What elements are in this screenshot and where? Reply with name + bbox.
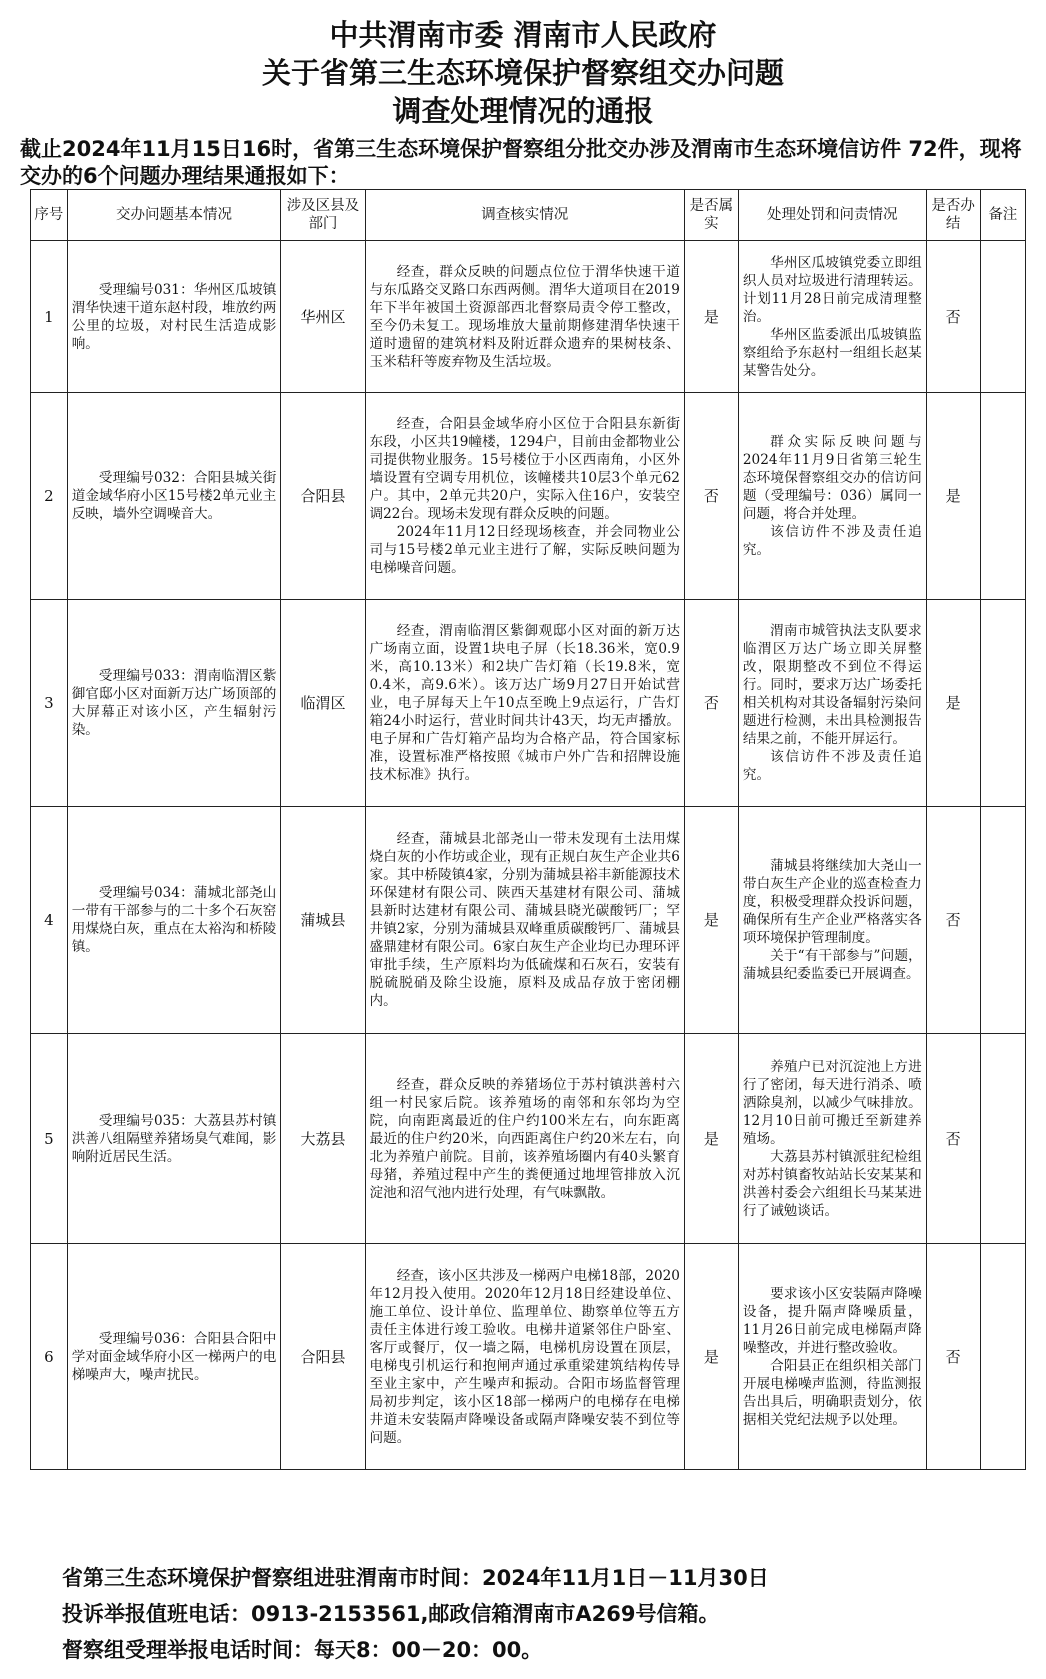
header-remark: 备注 <box>980 190 1025 241</box>
cell-verified: 是 <box>684 807 738 1034</box>
header-seq: 序号 <box>31 190 68 241</box>
cell-closed: 否 <box>926 1244 980 1470</box>
cell-issue: 受理编号031：华州区瓜坡镇渭华快速干道东赵村段，堆放约两公里的垃圾，对村民生活造成影响。 <box>67 241 281 393</box>
cell-issue: 受理编号034：蒲城北部尧山一带有干部参与的二十多个石灰窑用煤烧白灰，重点在太裕沟和桥陵镇。 <box>67 807 281 1034</box>
table-row <box>31 393 1026 600</box>
table-row <box>31 1034 1026 1244</box>
cell-remark <box>980 600 1025 807</box>
cell-verified: 是 <box>684 1244 738 1470</box>
cell-handling: 蒲城县将继续加大尧山一带白灰生产企业的巡查检查力度，积极受理群众投诉问题，确保所有生产企业严格落实各项环境保护管理制度。 关于“有干部参与”问题，蒲城县纪委监委已开展调查。 <box>738 807 926 1034</box>
cell-verified: 是 <box>684 1034 738 1244</box>
cell-remark <box>980 807 1025 1034</box>
title-line-2: 关于省第三生态环境保护督察组交办问题 <box>261 56 784 90</box>
title-line-1: 中共渭南市委 渭南市人民政府 <box>329 18 717 52</box>
cell-handling: 养殖户已对沉淀池上方进行了密闭，每天进行消杀、喷洒除臭剂，以减少气味排放。12月10日前可搬迁至新建养殖场。 大荔县苏村镇派驻纪检组对苏村镇畜牧站站长安某某和洪善村委会六组组长马某某进行了诫勉谈话。 <box>738 1034 926 1244</box>
cell-issue: 受理编号036：合阳县合阳中学对面金域华府小区一梯两户的电梯噪声大，噪声扰民。 <box>67 1244 281 1470</box>
cell-closed: 否 <box>926 241 980 393</box>
cell-remark <box>980 1244 1025 1470</box>
cell-remark <box>980 1034 1025 1244</box>
cell-verified: 否 <box>684 600 738 807</box>
table-header-row <box>31 190 1026 241</box>
cell-district: 华州区 <box>281 241 365 393</box>
cell-seq: 3 <box>31 600 68 807</box>
cell-investigation: 经查，渭南临渭区紫御观邸小区对面的新万达广场南立面，设置1块电子屏（长18.36米，宽0.9米，高10.13米）和2块广告灯箱（长19.8米，宽0.4米，高9.6米）。该万达广场9月27日开始试营业，电子屏每天上午10点至晚上9点运行，广告灯箱24小时运行，营业时间共计43天，均无声播放。电子屏和广告灯箱产品均为合格产品，符合国家标准，设置标准严格按照《城市户外广告和招牌设施技术标准》执行。 <box>365 600 684 807</box>
cell-remark <box>980 241 1025 393</box>
cell-handling: 华州区瓜坡镇党委立即组织人员对垃圾进行清理转运。计划11月28日前完成清理整治。 华州区监委派出瓜坡镇监察组给予东赵村一组组长赵某某警告处分。 <box>738 241 926 393</box>
cell-investigation: 经查，蒲城县北部尧山一带未发现有土法用煤烧白灰的小作坊或企业，现有正规白灰生产企业共6家。其中桥陵镇4家，分别为蒲城县裕丰新能源技术环保建材有限公司、陕西天基建材有限公司、蒲城县新时达建材有限公司、蒲城县晓光碳酸钙厂；罕井镇2家，分别为蒲城县双峰重质碳酸钙厂、蒲城县盛鼎建材有限公司。6家白灰生产企业均已办理环评审批手续，生产原料均为低硫煤和石灰石，安装有脱硫脱硝及除尘设施，原料及成品存放于密闭棚内。 <box>365 807 684 1034</box>
table-row <box>31 600 1026 807</box>
cell-district: 临渭区 <box>281 600 365 807</box>
cell-issue: 受理编号033：渭南临渭区紫御官邸小区对面新万达广场顶部的大屏幕正对该小区，产生辐射污染。 <box>67 600 281 807</box>
cell-closed: 是 <box>926 393 980 600</box>
cell-closed: 否 <box>926 1034 980 1244</box>
cell-verified: 是 <box>684 241 738 393</box>
issues-table <box>30 189 1026 1470</box>
cell-issue: 受理编号032：合阳县城关街道金域华府小区15号楼2单元业主反映，墙外空调噪音大。 <box>67 393 281 600</box>
cell-district: 大荔县 <box>281 1034 365 1244</box>
cell-district: 合阳县 <box>281 1244 365 1470</box>
footer-hotline: 投诉举报值班电话：0913-2153561,邮政信箱渭南市A269号信箱。 <box>62 1602 720 1626</box>
cell-seq: 2 <box>31 393 68 600</box>
header-issue: 交办问题基本情况 <box>67 190 281 241</box>
footer-inspection-period: 省第三生态环境保护督察组进驻渭南市时间：2024年11月1日－11月30日 <box>62 1566 769 1590</box>
cell-seq: 6 <box>31 1244 68 1470</box>
cell-investigation: 经查，群众反映的养猪场位于苏村镇洪善村六组一村民家后院。该养殖场的南邻和东邻均为空院，向南距离最近的住户约100米左右，向东距离最近的住户约20米，向西距离住户约20米左右，向北为养殖户前院。目前，该养殖场圈内有40头繁育母猪，养殖过程中产生的粪便通过地埋管排放入沉淀池和沼气池内进行处理，有气味飘散。 <box>365 1034 684 1244</box>
cell-handling: 要求该小区安装隔声降噪设备，提升隔声降噪质量，11月26日前完成电梯隔声降噪整改，并进行整改验收。 合阳县正在组织相关部门开展电梯噪声监测，待监测报告出具后，明确职责划分，依据相关党纪法规予以处理。 <box>738 1244 926 1470</box>
cell-handling: 群众实际反映问题与2024年11月9日省第三轮生态环境保督察组交办的信访问题（受理编号：036）属同一问题，将合并处理。 该信访件不涉及责任追究。 <box>738 393 926 600</box>
header-investigation: 调查核实情况 <box>365 190 684 241</box>
cell-investigation: 经查，群众反映的问题点位位于渭华快速干道与东瓜路交叉路口东西两侧。渭华大道项目在2019年下半年被国土资源部西北督察局责令停工整改，至今仍未复工。现场堆放大量前期修建渭华快速干道时遗留的建筑材料及附近群众遗弃的果树枝条、玉米秸秆等废弃物及生活垃圾。 <box>365 241 684 393</box>
cell-seq: 4 <box>31 807 68 1034</box>
table-row <box>31 1244 1026 1470</box>
cell-investigation: 经查，合阳县金域华府小区位于合阳县东新街东段，小区共19幢楼，1294户，目前由金都物业公司提供物业服务。15号楼位于小区西南角，小区外墙设置有空调专用机位，该幢楼共10层3个单元62户。其中，2单元共20户，实际入住16户，安装空调22台。现场未发现有群众反映的问题。 2024年11月12日经现场核查，并会同物业公司与15号楼2单元业主进行了解，实际反映问题为电梯噪音问题。 <box>365 393 684 600</box>
cell-closed: 否 <box>926 807 980 1034</box>
footer-notes <box>62 1560 769 1668</box>
cell-closed: 是 <box>926 600 980 807</box>
header-district: 涉及区县及部门 <box>281 190 365 241</box>
header-verified: 是否属实 <box>684 190 738 241</box>
footer-hotline-hours: 督察组受理举报电话时间：每天8：00－20：00。 <box>62 1638 543 1662</box>
cell-remark <box>980 393 1025 600</box>
cell-seq: 5 <box>31 1034 68 1244</box>
cell-district: 蒲城县 <box>281 807 365 1034</box>
cell-district: 合阳县 <box>281 393 365 600</box>
cell-investigation: 经查，该小区共涉及一梯两户电梯18部，2020年12月投入使用。2020年12月18日经建设单位、施工单位、设计单位、监理单位、勘察单位等五方责任主体进行竣工验收。电梯井道紧邻住户卧室、客厅或餐厅，仅一墙之隔，电梯机房设置在顶层，电梯曳引机运行和抱闸声通过承重梁建筑结构传导至业主家中，产生噪声和振动。合阳市场监督管理局初步判定，该小区18部一梯两户的电梯存在电梯井道未安装隔声降噪设备或隔声降噪安装不到位等问题。 <box>365 1244 684 1470</box>
cell-seq: 1 <box>31 241 68 393</box>
table-row <box>31 807 1026 1034</box>
cell-handling: 渭南市城管执法支队要求临渭区万达广场立即关屏整改，限期整改不到位不得运行。同时，要求万达广场委托相关机构对其设备辐射污染问题进行检测，未出具检测报告结果之前，不能开屏运行。 该信访件不涉及责任追究。 <box>738 600 926 807</box>
intro-paragraph: 截止2024年11月15日16时，省第三生态环境保护督察组分批交办涉及渭南市生态环境信访件 72件，现将交办的6个问题办理结果通报如下： <box>20 137 1022 188</box>
cell-issue: 受理编号035：大荔县苏村镇洪善八组隔壁养猪场臭气难闻，影响附近居民生活。 <box>67 1034 281 1244</box>
cell-verified: 否 <box>684 393 738 600</box>
title-line-3: 调查处理情况的通报 <box>392 94 654 128</box>
header-handling: 处理处罚和问责情况 <box>738 190 926 241</box>
header-closed: 是否办结 <box>926 190 980 241</box>
document-title <box>0 0 1046 130</box>
table-row <box>31 241 1026 393</box>
